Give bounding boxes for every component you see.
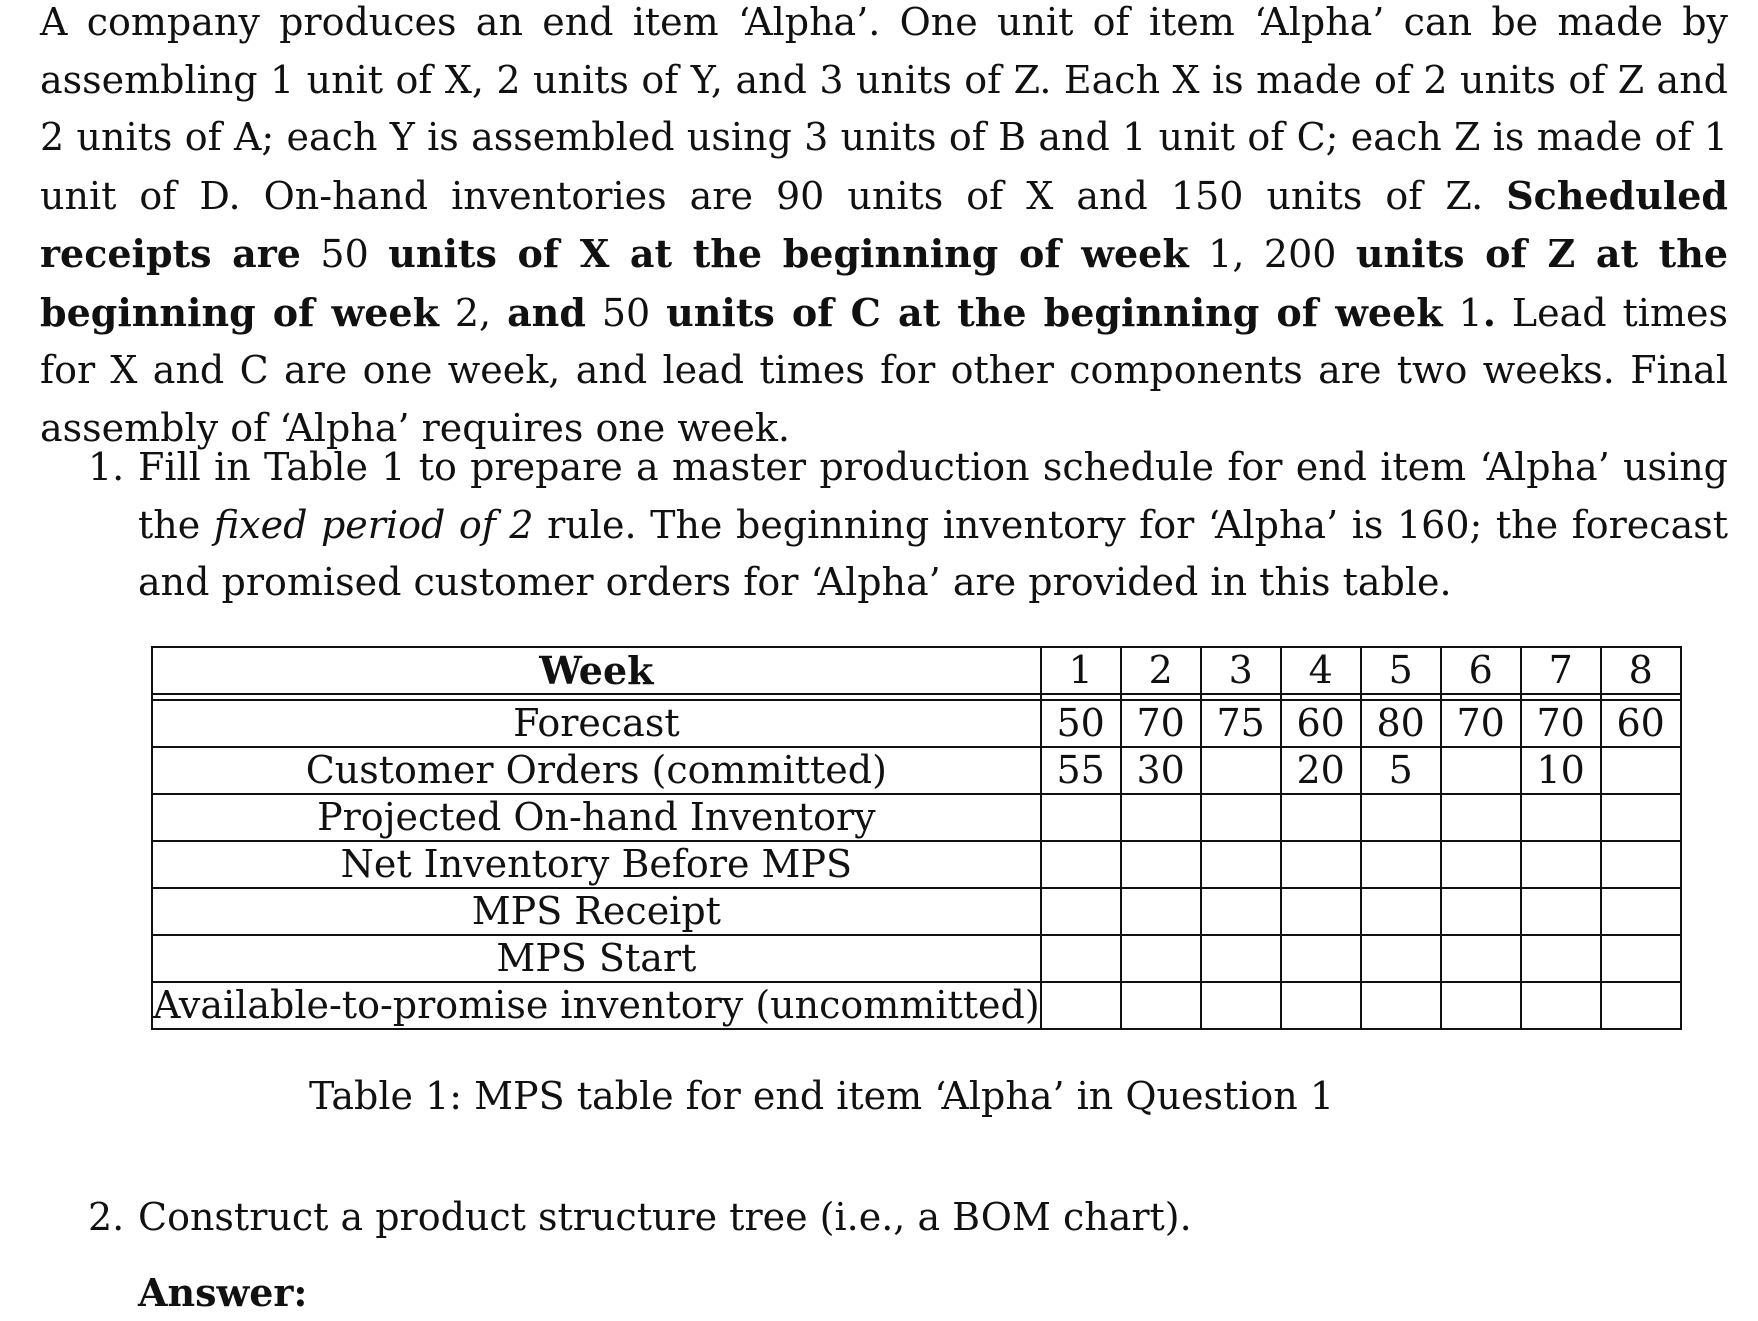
table-cell	[1361, 982, 1441, 1029]
table-cell	[1361, 794, 1441, 841]
question-1-number: 1.	[88, 445, 125, 489]
table-row	[152, 700, 1681, 747]
intro-num-5: 1	[1442, 290, 1483, 335]
question-2	[88, 1189, 1728, 1247]
table-cell	[1121, 935, 1201, 982]
table-cell	[1201, 747, 1281, 794]
intro-num-4: 50	[585, 290, 667, 335]
table-row	[152, 841, 1681, 888]
question-1	[88, 439, 1728, 612]
table-caption	[0, 1068, 1758, 1125]
intro-bold-1: Scheduled receipts are	[40, 172, 1728, 276]
table-cell	[1361, 841, 1441, 888]
table-cell	[1281, 794, 1361, 841]
question-2-number: 2.	[88, 1195, 125, 1239]
intro-bold-2: units of X at the beginning of week	[388, 231, 1189, 276]
answer-label: Answer:	[138, 1270, 308, 1315]
week-number-4: 4	[1281, 647, 1361, 694]
table-cell	[1601, 982, 1681, 1029]
row-label: Net Inventory Before MPS	[152, 841, 1041, 888]
table-cell: 70	[1521, 700, 1601, 747]
table-cell	[1441, 747, 1521, 794]
intro-text-2: Lead times for X and C are one week, and lead times for other components are two weeks. Final assembly of ‘Alpha’ requires one week.	[40, 290, 1728, 450]
table-cell	[1121, 888, 1201, 935]
intro-text-1: A company produces an end item ‘Alpha’. One unit of item ‘Alpha’ can be made by assembling 1 unit of X, 2 units of Y, and 3 units of Z. Each X is made of 2 units of Z and 2 units of A; each Y is assembled using 3 units of B and 1 unit of C; each Z is made of 1 unit of D. On-hand inventories are 90 units of X and 150 units of Z.	[40, 0, 1728, 218]
table-cell	[1441, 841, 1521, 888]
table-cell	[1121, 841, 1201, 888]
table-cell	[1201, 841, 1281, 888]
question-1-emphasis: fixed period of 2	[213, 502, 534, 547]
row-label: Projected On-hand Inventory	[152, 794, 1041, 841]
row-label: Customer Orders (committed)	[152, 747, 1041, 794]
week-number-6: 6	[1441, 647, 1521, 694]
table-cell: 5	[1361, 747, 1441, 794]
problem-statement	[40, 0, 1728, 457]
question-2-text: Construct a product structure tree (i.e., a BOM chart).	[138, 1195, 1192, 1239]
table-row	[152, 935, 1681, 982]
question-1-text-a: Fill in Table 1 to prepare a master production schedule for end item ‘Alpha’ using the	[138, 445, 1728, 547]
table-cell	[1601, 747, 1681, 794]
table-cell	[1361, 888, 1441, 935]
table-cell	[1521, 794, 1601, 841]
table-header-row	[152, 647, 1681, 694]
week-number-8: 8	[1601, 647, 1681, 694]
table-caption-text: Table 1: MPS table for end item ‘Alpha’ in Question 1	[308, 1074, 1335, 1118]
table-cell: 70	[1121, 700, 1201, 747]
table-cell	[1201, 888, 1281, 935]
table-cell	[1281, 841, 1361, 888]
table-cell	[1121, 982, 1201, 1029]
row-label: Forecast	[152, 700, 1041, 747]
table-cell	[1441, 982, 1521, 1029]
row-label: MPS Receipt	[152, 888, 1041, 935]
table-cell: 60	[1281, 700, 1361, 747]
week-header: Week	[152, 647, 1041, 694]
table-row	[152, 794, 1681, 841]
row-label: Available-to-promise inventory (uncommitted)	[153, 983, 1040, 1027]
intro-bold-3: units of Z at the beginning of week	[40, 231, 1729, 335]
table-cell	[1041, 794, 1121, 841]
table-cell: 70	[1441, 700, 1521, 747]
intro-bold-6: .	[1482, 289, 1496, 335]
question-1-text-b: rule. The beginning inventory for ‘Alpha’ is 160; the forecast and promised customer orders for ‘Alpha’ are provided in this table.	[138, 502, 1729, 604]
week-number-3: 3	[1201, 647, 1281, 694]
table-cell	[1201, 794, 1281, 841]
question-1-text	[138, 439, 1728, 612]
table-cell: 20	[1281, 747, 1361, 794]
table-cell	[1121, 794, 1201, 841]
table-cell: 50	[1041, 700, 1121, 747]
table-cell	[1281, 935, 1361, 982]
week-number-1: 1	[1041, 647, 1121, 694]
table-cell	[1041, 982, 1121, 1029]
table-cell	[1601, 935, 1681, 982]
table-cell: 30	[1121, 747, 1201, 794]
table-cell	[1441, 935, 1521, 982]
table-row	[152, 747, 1681, 794]
mps-table	[151, 646, 1682, 1030]
table-cell	[1201, 935, 1281, 982]
intro-bold-4: and	[507, 289, 586, 335]
table-cell	[1041, 935, 1121, 982]
week-number-2: 2	[1121, 647, 1201, 694]
table-cell	[1521, 935, 1601, 982]
table-row	[152, 982, 1681, 1029]
table-cell	[1201, 982, 1281, 1029]
table-cell	[1361, 935, 1441, 982]
intro-num-1: 50	[300, 232, 389, 276]
intro-num-2: 1, 200	[1188, 232, 1356, 276]
table-cell: 55	[1041, 747, 1121, 794]
table-row	[152, 888, 1681, 935]
week-number-5: 5	[1361, 647, 1441, 694]
table-cell	[1521, 888, 1601, 935]
table-cell	[1041, 888, 1121, 935]
week-number-7: 7	[1521, 647, 1601, 694]
table-cell: 10	[1521, 747, 1601, 794]
row-label: MPS Start	[152, 935, 1041, 982]
table-cell	[1281, 888, 1361, 935]
table-cell	[1441, 888, 1521, 935]
table-cell: 75	[1201, 700, 1281, 747]
table-cell	[1441, 794, 1521, 841]
table-cell	[1521, 982, 1601, 1029]
table-cell: 60	[1601, 700, 1681, 747]
table-cell	[1041, 841, 1121, 888]
intro-num-3: 2,	[438, 290, 508, 335]
table-cell	[1601, 888, 1681, 935]
table-cell	[1521, 841, 1601, 888]
table-cell	[1601, 794, 1681, 841]
table-cell	[1601, 841, 1681, 888]
table-cell: 80	[1361, 700, 1441, 747]
table-cell	[1281, 982, 1361, 1029]
intro-bold-5: units of C at the beginning of week	[666, 289, 1443, 335]
